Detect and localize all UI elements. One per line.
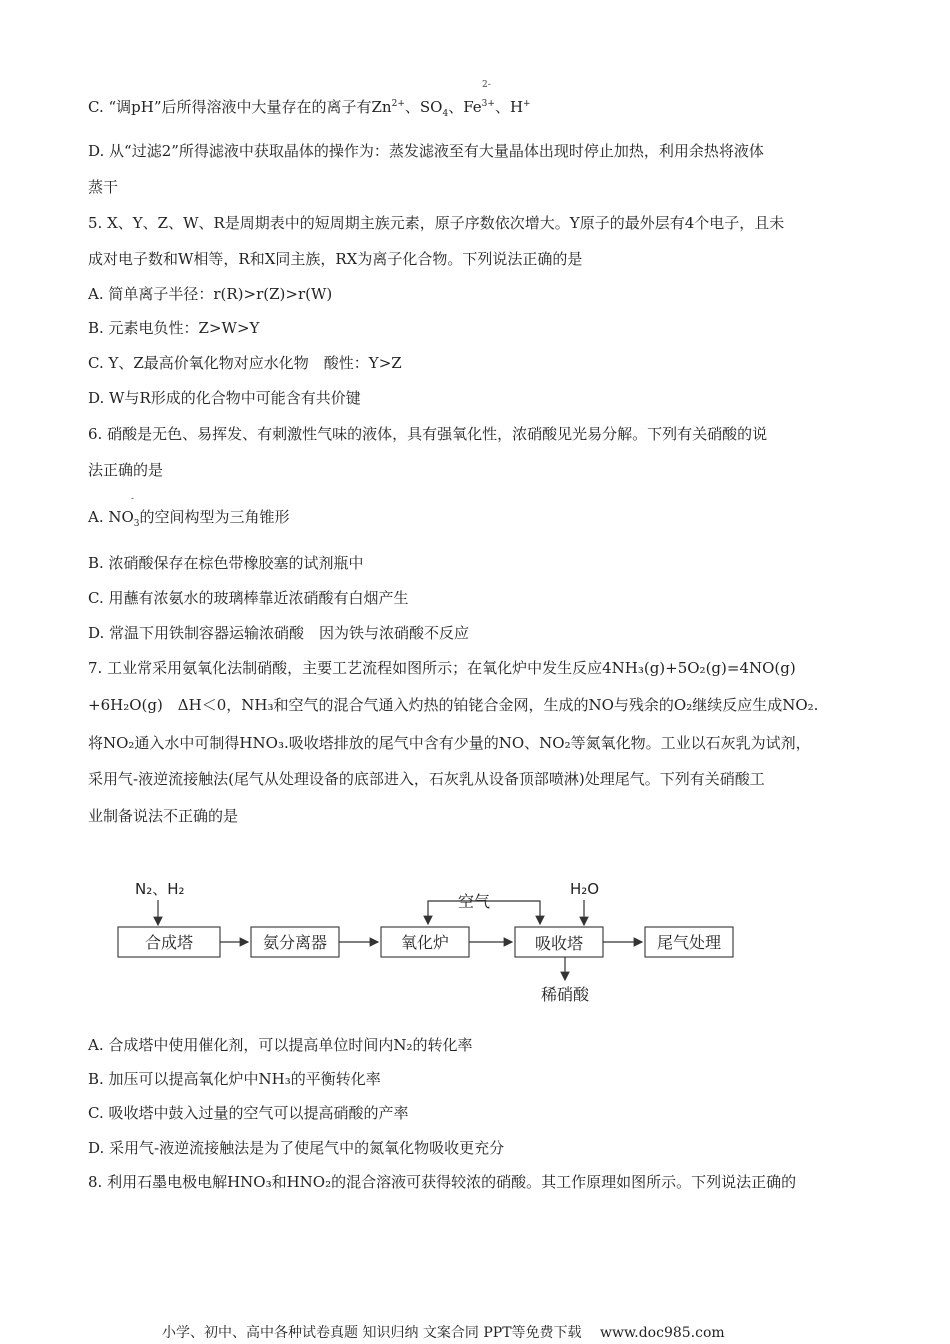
q7-stem-line1: 7. 工业常采用氨氧化法制硝酸，主要工艺流程如图所示；在氧化炉中发生反应4NH₃(g)+5O₂(g)=4NO(g) [88, 659, 796, 677]
flow-arrow-air-to-absorber [495, 901, 540, 924]
q7-stem-line2: +6H₂O(g) ΔH＜0，NH₃和空气的混合气通入灼热的铂铑合金网，生成的NO与残余的O₂继续反应生成NO₂. [88, 696, 819, 714]
q4-c-prefix: C. “调pH”后所得溶液中大量存在的离子有Zn [88, 98, 392, 116]
process-flow-diagram [110, 872, 750, 1012]
q4-c-so4-sub: 4 [442, 109, 449, 119]
q5-option-c: C. Y、Z最高价氧化物对应水化物 酸性：Y>Z [88, 354, 402, 372]
flow-box4-label: 吸收塔 [534, 934, 584, 953]
q7-option-b: B. 加压可以提高氧化炉中NH₃的平衡转化率 [88, 1070, 381, 1088]
flow-input-label: N₂、H₂ [135, 880, 185, 898]
q4-c-sep1: 、SO [404, 98, 443, 116]
q6-a-prefix: A. NO [88, 508, 134, 526]
q8-stem-line1: 8. 利用石墨电极电解HNO₃和HNO₂的混合溶液可获得较浓的硝酸。其工作原理如图所示。下列说法正确的 [88, 1173, 797, 1191]
q7-option-a: A. 合成塔中使用催化剂，可以提高单位时间内N₂的转化率 [88, 1036, 473, 1054]
q6-option-c: C. 用蘸有浓氨水的玻璃棒靠近浓硝酸有白烟产生 [88, 589, 409, 607]
q7-stem-line5: 业制备说法不正确的是 [88, 807, 239, 825]
flow-air-label: 空气 [458, 892, 491, 911]
q5-option-d: D. W与R形成的化合物中可能含有共价键 [88, 389, 361, 407]
q5-option-b: B. 元素电负性：Z>W>Y [88, 319, 260, 337]
q6-option-a [88, 507, 290, 534]
q6-a-suffix: 的空间构型为三角锥形 [139, 508, 290, 526]
q6-stem-line1: 6. 硝酸是无色、易挥发、有刺激性气味的液体，具有强氧化性，浓硝酸见光易分解。下列有关硝酸的说 [88, 425, 768, 443]
q6-a-charge: - [131, 494, 135, 504]
q4-c-fe-charge: 3+ [481, 99, 495, 109]
q4-c-sep3: 、H [494, 98, 524, 116]
q5-option-a: A. 简单离子半径：r(R)>r(Z)>r(W) [88, 285, 333, 303]
q4-c-h-charge: + [523, 99, 531, 109]
q4-c-zn-charge: 2+ [391, 99, 405, 109]
q6-option-b: B. 浓硝酸保存在棕色带橡胶塞的试剂瓶中 [88, 554, 364, 572]
q7-option-c: C. 吸收塔中鼓入过量的空气可以提高硝酸的产率 [88, 1104, 409, 1122]
q4-option-c [88, 94, 531, 124]
q6-option-d: D. 常温下用铁制容器运输浓硝酸 因为铁与浓硝酸不反应 [88, 624, 470, 642]
flow-box5-label: 尾气处理 [656, 933, 722, 952]
q7-option-d: D. 采用气-液逆流接触法是为了使尾气中的氮氧化物吸收更充分 [88, 1139, 505, 1157]
flow-box2-label: 氨分离器 [262, 933, 328, 952]
q6-a-sub: 3 [133, 519, 140, 529]
flow-water-label: H₂O [570, 880, 600, 898]
q7-stem-line4: 采用气-液逆流接触法(尾气从处理设备的底部进入，石灰乳从设备顶部喷淋)处理尾气。下列有关硝酸工 [88, 770, 765, 788]
page-footer: 小学、初中、高中各种试卷真题 知识归纳 文案合同 PPT等免费下载 www.doc985.com [162, 1325, 725, 1341]
q4-c-sep2: 、Fe [448, 98, 482, 116]
q4-c-so4-charge: 2- [482, 80, 491, 90]
flow-box1-label: 合成塔 [144, 933, 194, 952]
flow-box3-label: 氧化炉 [400, 933, 450, 952]
q7-stem-line3: 将NO₂通入水中可制得HNO₃.吸收塔排放的尾气中含有少量的NO、NO₂等氮氧化物。工业以石灰乳为试剂， [88, 734, 811, 752]
q5-stem-line1: 5. X、Y、Z、W、R是周期表中的短周期主族元素，原子序数依次增大。Y原子的最外层有4个电子，且未 [88, 214, 785, 232]
flow-product-label: 稀硝酸 [540, 985, 590, 1004]
q6-stem-line2: 法正确的是 [88, 461, 164, 479]
q5-stem-line2: 成对电子数和W相等，R和X同主族，RX为离子化合物。下列说法正确的是 [88, 250, 583, 268]
q4-option-d-line2: 蒸干 [88, 178, 119, 196]
q4-option-d-line1: D. 从“过滤2”所得滤液中获取晶体的操作为：蒸发滤液至有大量晶体出现时停止加热，利用余热将液体 [88, 142, 764, 160]
